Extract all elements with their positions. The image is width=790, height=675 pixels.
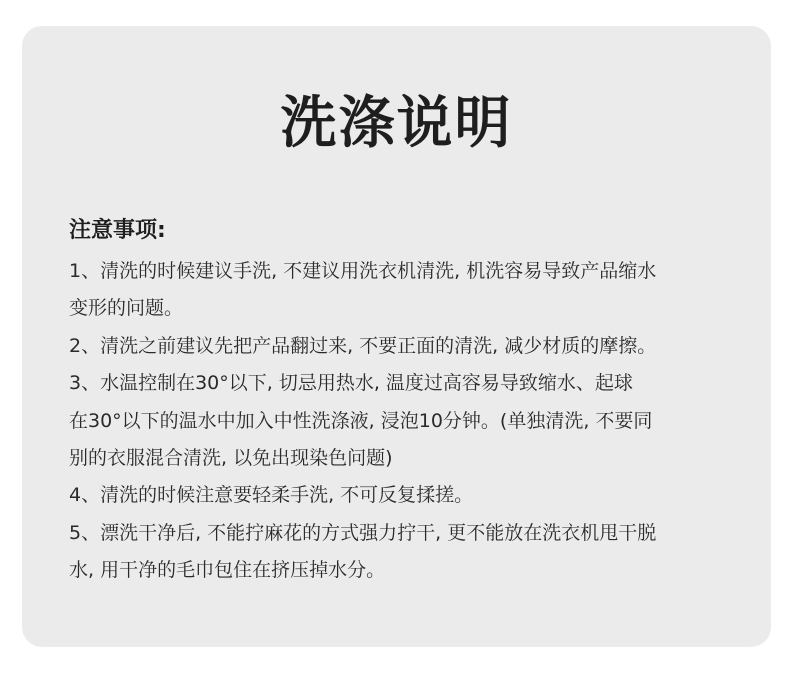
notice-line: 2、清洗之前建议先把产品翻过来, 不要正面的清洗, 减少材质的摩擦。 [69,334,657,357]
notice-list [69,253,759,590]
notice-line: 1、清洗的时候建议手洗, 不建议用洗衣机清洗, 机洗容易导致产品缩水 [69,260,657,282]
notice-line: 3、水温控制在30°以下, 切忌用热水, 温度过高容易导致缩水、起球 [69,372,633,395]
notice-line: 变形的问题。 [69,297,184,320]
notice-line: 5、漂洗干净后, 不能拧麻花的方式强力拧干, 更不能放在洗衣机甩干脱 [69,521,657,544]
notice-heading: 注意事项: [69,218,166,243]
notice-line: 在30°以下的温水中加入中性洗涤液, 浸泡10分钟。(单独清洗, 不要同 [69,409,653,432]
notice-line: 水, 用干净的毛巾包住在挤压掉水分。 [69,559,386,582]
page-title: 洗涤说明 [280,91,513,156]
notice-line: 别的衣服混合清洗, 以免出现染色问题) [69,446,393,469]
care-instructions-card [22,26,771,647]
notice-line: 4、清洗的时候注意要轻柔手洗, 不可反复揉搓。 [69,484,474,507]
